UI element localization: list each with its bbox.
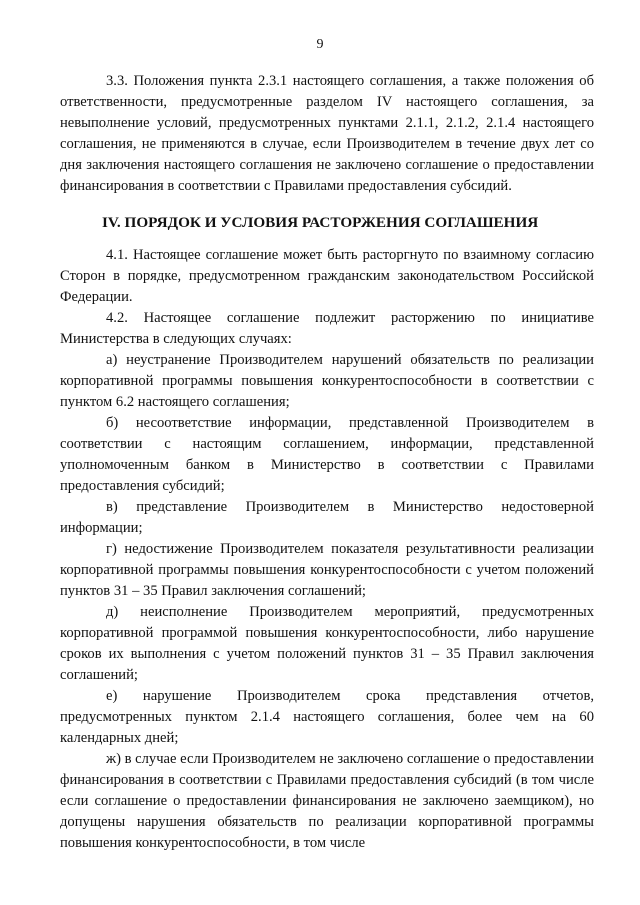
- list-item-d: д) неисполнение Производителем мероприятий, предусмотренных корпоративной программой повышения конкурентоспособности, либо нарушение сроков их выполнения с учетом положений пунктов 31 – 35 Правил заключения соглашений;: [60, 604, 594, 683]
- paragraph-4-2: 4.2. Настоящее соглашение подлежит расторжению по инициативе Министерства в следующих случаях:: [60, 310, 594, 347]
- page-content: [60, 71, 594, 854]
- paragraph-3-3: 3.3. Положения пункта 2.3.1 настоящего соглашения, а также положения об ответственности, предусмотренные разделом IV настоящего соглашения, за невыполнение условий, предусмотренных пунктами 2.1.1, 2.1.2, 2.1.4 настоящего соглашения, не применяются в случае, если Производителем в течение двух лет со дня заключения настоящего соглашения не заключено соглашение о предоставлении финансирования в соответствии с Правилами предоставления субсидий.: [60, 73, 594, 194]
- list-item-a: а) неустранение Производителем нарушений обязательств по реализации корпоративной программы повышения конкурентоспособности в соответствии с пунктом 6.2 настоящего соглашения;: [60, 352, 594, 410]
- list-item-v: в) представление Производителем в Министерство недостоверной информации;: [60, 499, 594, 536]
- list-item-g: г) недостижение Производителем показателя результативности реализации корпоративной программы повышения конкурентоспособности с учетом положений пунктов 31 – 35 Правил заключения соглашений;: [60, 541, 594, 599]
- list-item-zh: ж) в случае если Производителем не заключено соглашение о предоставлении финансирования в соответствии с Правилами предоставления субсидий (в том числе если соглашение о предоставлении финансирования не заключено заемщиком), но допущены нарушения обязательств по реализации корпоративной программы повышения конкурентоспособности, в том числе: [60, 751, 594, 851]
- paragraph-4-1: 4.1. Настоящее соглашение может быть расторгнуто по взаимному согласию Сторон в порядке, предусмотренном гражданским законодательством Российской Федерации.: [60, 247, 594, 305]
- section-heading-iv: IV. ПОРЯДОК И УСЛОВИЯ РАСТОРЖЕНИЯ СОГЛАШЕНИЯ: [102, 214, 539, 231]
- list-item-e: е) нарушение Производителем срока представления отчетов, предусмотренных пунктом 2.1.4 настоящего соглашения, более чем на 60 календарных дней;: [60, 688, 594, 746]
- list-item-b: б) несоответствие информации, представленной Производителем в соответствии с настоящим соглашением, информации, представленной уполномоченным банком в Министерство в соответствии с Правилами предоставления субсидий;: [60, 415, 594, 494]
- page-number: 9: [316, 37, 324, 52]
